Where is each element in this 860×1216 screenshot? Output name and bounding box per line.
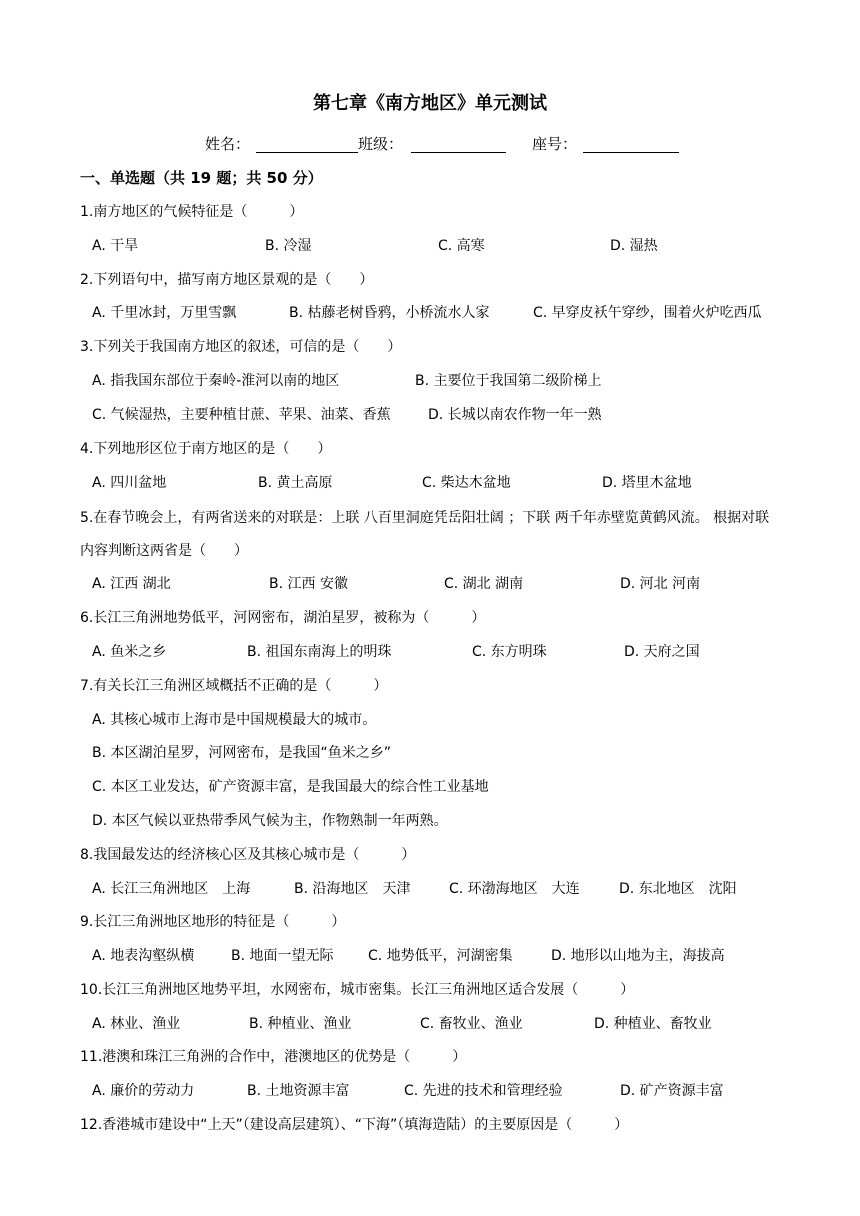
seat-label: 座号： [532, 135, 578, 153]
q4-option-d[interactable]: D. 塔里木盆地 [602, 475, 692, 491]
q3-option-c[interactable]: C. 气候湿热，主要种植甘蔗、苹果、油菜、香蕉 [92, 407, 391, 423]
q5-option-b[interactable]: B. 江西 安徽 [269, 576, 348, 592]
question-9: 9.长江三角洲地区地形的特征是（ ） [80, 914, 346, 930]
q10-option-b[interactable]: B. 种植业、渔业 [249, 1016, 352, 1032]
q2-option-b[interactable]: B. 枯藤老树昏鸦，小桥流水人家 [289, 305, 490, 321]
question-6: 6.长江三角洲地势低平，河网密布，湖泊星罗，被称为（ ） [80, 610, 486, 626]
q1-option-a[interactable]: A. 干旱 [92, 238, 139, 254]
q6-option-b[interactable]: B. 祖国东南海上的明珠 [247, 644, 392, 660]
q10-option-c[interactable]: C. 畜牧业、渔业 [420, 1016, 523, 1032]
q11-option-c[interactable]: C. 先进的技术和管理经验 [404, 1083, 563, 1099]
q1-option-b[interactable]: B. 冷湿 [265, 238, 312, 254]
q8-option-b[interactable]: B. 沿海地区 天津 [294, 881, 411, 897]
q6-option-c[interactable]: C. 东方明珠 [472, 644, 547, 660]
q6-option-a[interactable]: A. 鱼米之乡 [92, 644, 167, 660]
q9-option-b[interactable]: B. 地面一望无际 [231, 948, 334, 964]
q11-option-d[interactable]: D. 矿产资源丰富 [620, 1083, 724, 1099]
q6-option-d[interactable]: D. 天府之国 [624, 644, 700, 660]
section-title: 一、单选题（共 19 题；共 50 分） [80, 169, 323, 187]
q2-option-c[interactable]: C. 早穿皮袄午穿纱，围着火炉吃西瓜 [533, 305, 762, 321]
page-title: 第七章《南方地区》单元测试 [313, 93, 547, 114]
q8-option-a[interactable]: A. 长江三角洲地区 上海 [92, 881, 251, 897]
q4-option-a[interactable]: A. 四川盆地 [92, 475, 167, 491]
q10-option-d[interactable]: D. 种植业、畜牧业 [594, 1016, 712, 1032]
question-1: 1.南方地区的气候特征是（ ） [80, 204, 304, 220]
q10-option-a[interactable]: A. 林业、渔业 [92, 1016, 181, 1032]
q5-option-c[interactable]: C. 湖北 湖南 [444, 576, 524, 592]
q9-option-c[interactable]: C. 地势低平，河湖密集 [368, 948, 513, 964]
question-3: 3.下列关于我国南方地区的叙述，可信的是（ ） [80, 339, 402, 355]
q11-option-b[interactable]: B. 土地资源丰富 [247, 1083, 350, 1099]
q8-option-d[interactable]: D. 东北地区 沈阳 [619, 881, 737, 897]
q3-option-a[interactable]: A. 指我国东部位于秦岭-淮河以南的地区 [92, 373, 340, 389]
q4-option-b[interactable]: B. 黄土高原 [258, 475, 333, 491]
q11-option-a[interactable]: A. 廉价的劳动力 [92, 1083, 195, 1099]
q7-option-a[interactable]: A. 其核心城市上海市是中国规模最大的城市。 [92, 712, 377, 728]
question-4: 4.下列地形区位于南方地区的是（ ） [80, 441, 332, 457]
q8-option-c[interactable]: C. 环渤海地区 大连 [449, 881, 580, 897]
q7-option-b[interactable]: B. 本区湖泊星罗，河网密布，是我国“鱼米之乡” [92, 745, 392, 761]
question-7: 7.有关长江三角洲区域概括不正确的是（ ） [80, 678, 388, 694]
class-label: 班级： [358, 135, 404, 153]
name-label: 姓名： [205, 135, 251, 153]
question-8: 8.我国最发达的经济核心区及其核心城市是（ ） [80, 847, 416, 863]
question-11: 11.港澳和珠江三角洲的合作中，港澳地区的优势是（ ） [80, 1049, 467, 1065]
q7-option-d[interactable]: D. 本区气候以亚热带季风气候为主，作物熟制一年两熟。 [92, 813, 448, 829]
q4-option-c[interactable]: C. 柴达木盆地 [422, 475, 511, 491]
q7-option-c[interactable]: C. 本区工业发达，矿产资源丰富，是我国最大的综合性工业基地 [92, 779, 489, 795]
q5-option-d[interactable]: D. 河北 河南 [620, 576, 701, 592]
seat-blank[interactable] [583, 152, 679, 153]
q9-option-d[interactable]: D. 地形以山地为主，海拔高 [551, 948, 725, 964]
question-12: 12.香港城市建设中“上天”（建设高层建筑）、“下海”（填海造陆）的主要原因是（ ） [80, 1117, 629, 1133]
question-5: 5.在春节晚会上，有两省送来的对联是：上联 八百里洞庭凭岳阳壮阔 ；下联 两千年赤壁览黄鹤风流。 根据对联内容判断这两省是（ ） [80, 510, 770, 559]
q1-option-c[interactable]: C. 高寒 [438, 238, 485, 254]
class-blank[interactable] [411, 152, 506, 153]
name-blank[interactable] [256, 152, 358, 153]
q1-option-d[interactable]: D. 湿热 [610, 238, 658, 254]
q9-option-a[interactable]: A. 地表沟壑纵横 [92, 948, 195, 964]
question-2: 2.下列语句中，描写南方地区景观的是（ ） [80, 272, 374, 288]
q2-option-a[interactable]: A. 千里冰封，万里雪飘 [92, 305, 237, 321]
q3-option-d[interactable]: D. 长城以南农作物一年一熟 [428, 407, 602, 423]
question-10: 10.长江三角洲地区地势平坦，水网密布，城市密集。长江三角洲地区适合发展（ ） [80, 982, 635, 998]
q3-option-b[interactable]: B. 主要位于我国第二级阶梯上 [415, 373, 602, 389]
q5-option-a[interactable]: A. 江西 湖北 [92, 576, 171, 592]
